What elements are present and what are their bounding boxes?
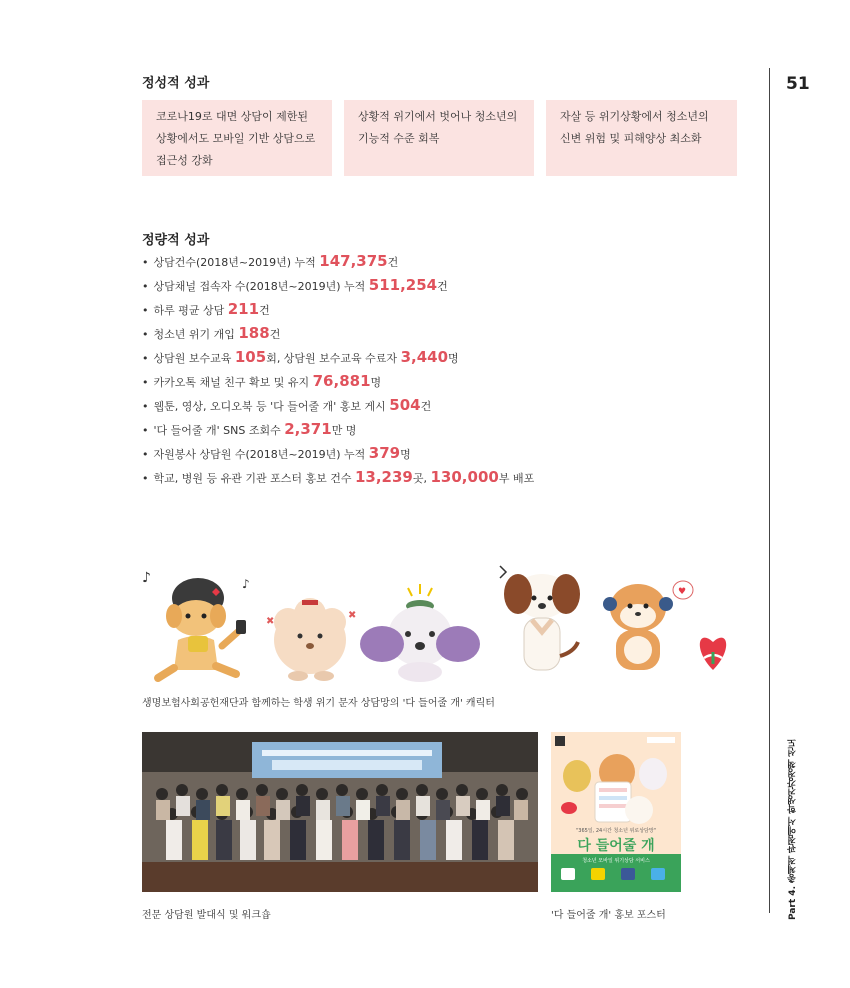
qualitative-box-3 (546, 100, 737, 176)
beagle-character (500, 566, 580, 670)
list-item: • '다 들어줄 개' SNS 조회수 2,371만 명 (142, 420, 357, 438)
list-item: • 상담원 보수교육 105회, 상담원 보수교육 수료자 3,440명 (142, 348, 459, 366)
qualitative-box-2 (344, 100, 534, 176)
list-item: • 자원봉사 상담원 수(2018년~2019년) 누적 379명 (142, 444, 411, 462)
poster-caption: '다 들어줄 개' 홍보 포스터 (551, 910, 666, 921)
list-item: • 상담건수(2018년~2019년) 누적 147,375건 (142, 252, 399, 270)
margin-divider (769, 68, 770, 913)
box-line: 기능적 수준 회복 (358, 132, 440, 145)
svg-text:♥: ♥ (678, 587, 687, 597)
shihtzu-character (360, 584, 480, 682)
list-item: • 웹툰, 영상, 오디오북 등 '다 들어줄 개' 홍보 게시 504건 (142, 396, 432, 414)
box-line: 상황적 위기에서 벗어나 청소년의 (358, 110, 518, 123)
quantitative-list (142, 250, 534, 490)
characters-caption: 생명보험사회공헌재단과 함께하는 학생 위기 문자 상담망의 '다 들어줄 개' 캐릭터 (142, 698, 495, 709)
poster-illustration (551, 732, 681, 892)
svg-text:✖: ✖ (348, 610, 357, 621)
list-item: • 청소년 위기 개입 188건 (142, 324, 281, 342)
box-line: 자살 등 위기상황에서 청소년의 (560, 110, 709, 123)
svg-text:✖: ✖ (266, 616, 275, 627)
foundation-logo-icon (700, 638, 726, 670)
poster-title: 다 들어줄 개 (577, 838, 655, 854)
box-line: 신변 위험 및 피해양상 최소화 (560, 132, 702, 145)
qualitative-box-1 (142, 100, 332, 176)
hiphop-dog-character (142, 570, 250, 678)
list-item: • 카카오톡 채널 친구 확보 및 유지 76,881명 (142, 372, 382, 390)
list-item: • 상담채널 접속자 수(2018년~2019년) 누적 511,254건 (142, 276, 448, 294)
box-line: 접근성 강화 (156, 154, 213, 167)
box-line: 상황에서도 모바일 기반 상담으로 (156, 132, 316, 145)
poster-tagline: "365일, 24시간 청소년 위로상담망" (576, 828, 656, 834)
group-photo-image (142, 732, 538, 892)
characters-illustration (138, 560, 748, 690)
running-header: Part 4. 총체적 관점에서 학생건강정책 선도 (788, 738, 798, 920)
list-item: • 하루 평균 상담 211건 (142, 300, 270, 318)
svg-text:♪: ♪ (242, 577, 250, 591)
photo-caption: 전문 상담원 발대식 및 워크숍 (142, 910, 271, 921)
list-item: • 학교, 병원 등 유관 기관 포스터 홍보 건수 13,239곳, 130,000부 배포 (142, 468, 535, 486)
page-number: 51 (786, 74, 810, 94)
svg-text:♪: ♪ (142, 570, 151, 586)
fluffy-dog-character (266, 598, 356, 681)
qualitative-section-title: 정성적 성과 (142, 76, 210, 91)
workshop-group-photo (142, 732, 538, 892)
box-line: 코로나19로 대면 상담이 제한된 (156, 110, 308, 123)
poster-footer: 청소년 모바일 위기상담 서비스 (582, 858, 650, 864)
quantitative-section-title: 정량적 성과 (142, 233, 210, 248)
promo-poster (551, 732, 681, 892)
shiba-character (603, 581, 693, 670)
